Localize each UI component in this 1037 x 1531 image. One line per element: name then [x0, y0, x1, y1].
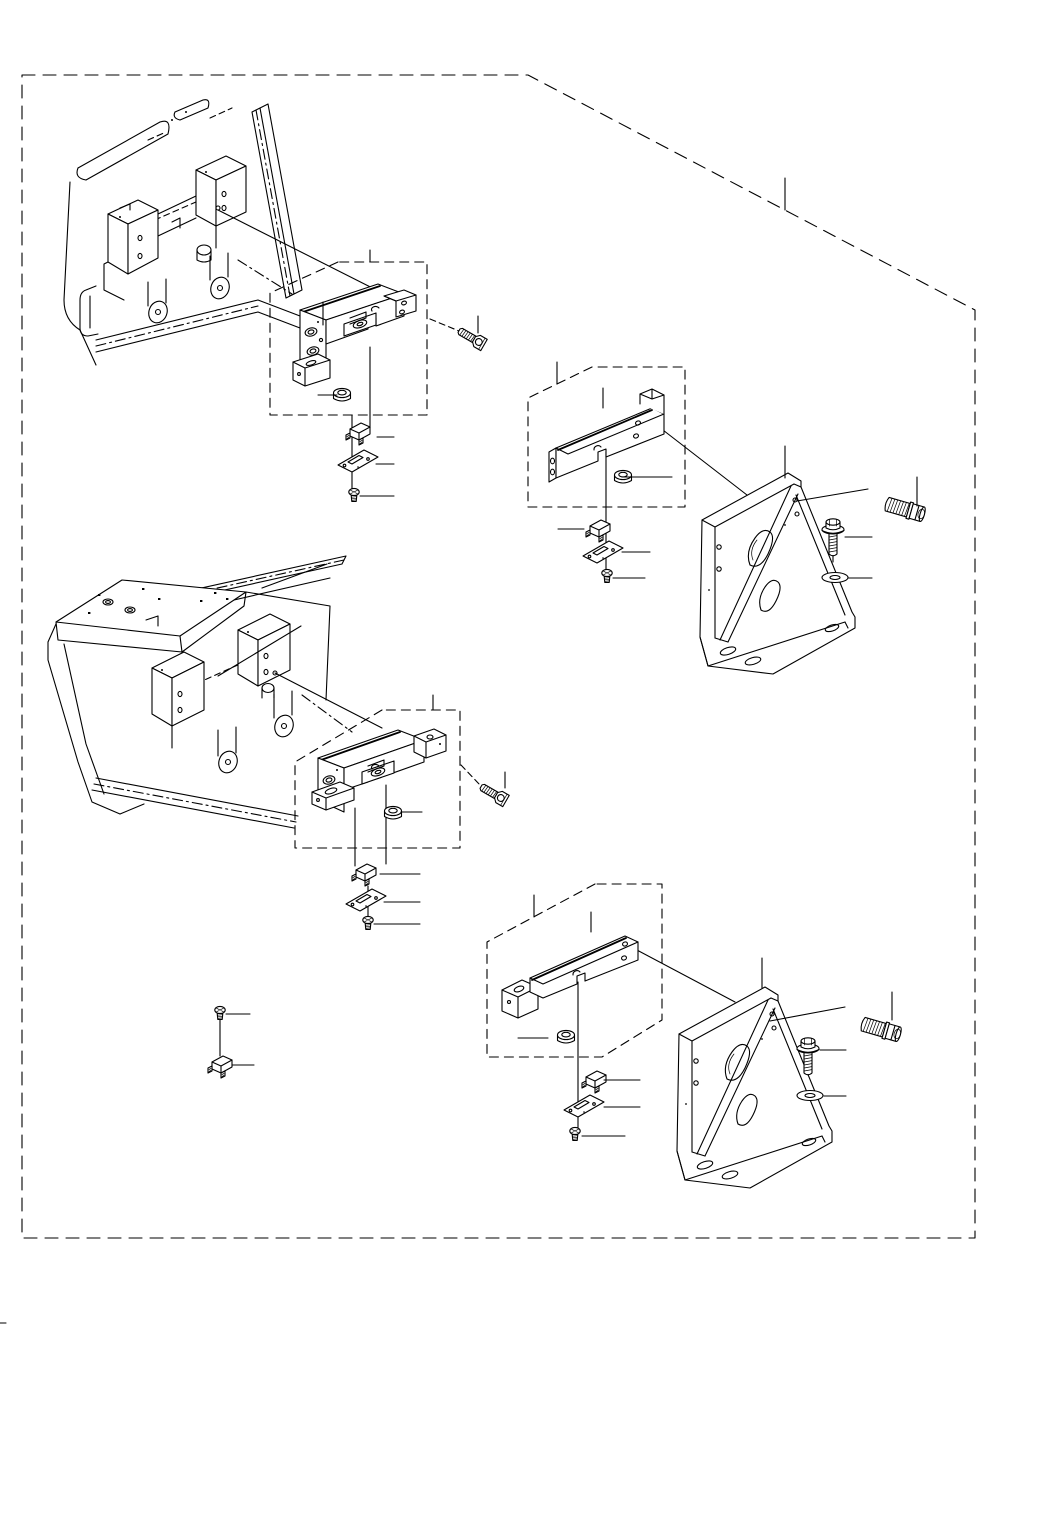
cable-clamp — [346, 423, 370, 445]
pan-screw — [602, 569, 612, 582]
machine-frame-upper — [64, 100, 302, 365]
washer — [797, 1091, 823, 1101]
pan-screw — [349, 488, 359, 501]
cable-clamp — [352, 864, 376, 886]
slide-block-upper — [293, 284, 416, 386]
shoulder-bolt — [859, 1016, 902, 1043]
pan-screw — [215, 1006, 225, 1019]
pan-screw — [570, 1127, 580, 1140]
shoulder-bolt — [883, 496, 926, 523]
cable-clamp — [208, 1056, 232, 1078]
slot-plate — [338, 450, 378, 472]
bar-bracket-lower — [502, 936, 638, 1018]
slot-plate — [583, 541, 623, 563]
slide-block-lower — [312, 729, 446, 812]
leader-lines — [226, 250, 917, 1136]
cable-clamp — [582, 1071, 606, 1093]
slot-plate — [346, 889, 386, 911]
slot-plate — [564, 1095, 604, 1117]
machine-frame-lower — [48, 556, 346, 828]
pan-screw — [363, 916, 373, 929]
assembly-boundary — [22, 75, 975, 1238]
bushing — [558, 1030, 575, 1043]
socket-bolt — [456, 325, 487, 351]
washer — [822, 573, 848, 583]
angle-bracket-lower — [677, 987, 832, 1188]
bushing — [385, 806, 402, 819]
